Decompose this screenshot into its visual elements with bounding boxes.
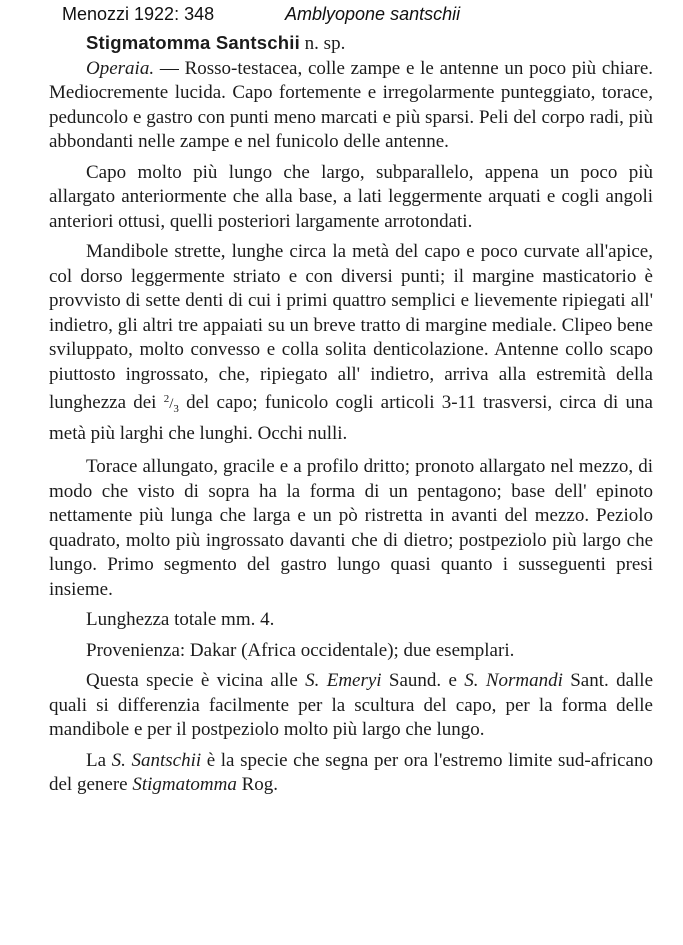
description-text: — Rosso-testacea, colle zampe e le antenne un poco più chiare. Mediocremente lucida. Capo fortemente e irregolarmente punteggiato, torace, peduncolo e gastro con punti meno marcati e più sparsi. Peli del corpo radi, più abbondanti nelle zampe e nel funicolo delle antenne.: [49, 57, 653, 152]
page-header: [0, 4, 683, 28]
species-status: n. sp.: [304, 33, 346, 54]
document-body: [49, 31, 653, 798]
paragraph-head: Capo molto più lungo che largo, subparallelo, appena un poco più allargato anteriormente che alla base, a lati leggermente arquati e cogli angoli anteriori ottusi, quelli posteriori largamente arrotondati.: [49, 161, 653, 232]
species-emeryi: S. Emeryi: [305, 670, 382, 691]
species-santschii: S. Santschii: [111, 749, 202, 771]
fraction-denominator: 3: [173, 403, 179, 415]
paragraph-distribution: [49, 749, 653, 798]
mandibles-text-a: Mandibole strette, lunghe circa la metà del capo e poco curvate all'apice, col dorso leggermente striato e con diversi punti; il margine masticatorio è provvisto di sette denti di cui i primi quattro semplici e lievemente ripiegati all' indietro, gli altri tre appaiati su un breve tratto di margine mediale. Clipeo bene sviluppato, molto convesso e colla solita denticolazione. Antenne collo scapo piuttosto ingrossato, che, ripiegato all' indietro, arriva alla estremità della lunghezza dei: [49, 241, 653, 413]
paragraph-comparison: [49, 669, 653, 743]
paragraph-thorax: Torace allungato, gracile e a profilo dritto; pronoto allargato nel mezzo, di modo che visto di sopra ha la forma di un pentagono; base dell' epinoto nettamente più lunga che larga e un pò ristretta in avanti del mezzo. Peziolo quadrato, molto più ingrossato davanti che di dietro; postpeziolo più largo che lungo. Primo segmento del gastro lungo quasi quanto i susseguenti presi insieme.: [49, 456, 653, 600]
species-heading: [49, 31, 653, 57]
species-normandi: S. Normandi: [464, 670, 563, 691]
comparison-text-a: Questa specie è vicina alle: [86, 670, 306, 691]
comparison-text-b: Saund. e: [381, 670, 465, 691]
taxon-name: Amblyopone santschii: [285, 4, 461, 24]
citation: Menozzi 1922: 348: [62, 4, 215, 24]
species-title: Stigmatomma Santschii: [86, 32, 300, 53]
paragraph-mandibles: [49, 240, 653, 446]
fraction-numerator: 2: [163, 393, 170, 405]
caste-label: Operaia.: [86, 57, 155, 79]
distribution-text-c: Rog.: [236, 774, 279, 795]
paragraph-provenance: Provenienza: Dakar (Africa occidentale); due esemplari.: [86, 639, 515, 661]
comparison-text-c: Sant. dalle quali si differenzia facilmente per la scultura del capo, per la forma delle mandibole e per il postpeziolo molto più largo che lungo.: [49, 670, 654, 740]
mandibles-text-b: del capo; funicolo cogli articoli 3-11 trasversi, circa di una metà più larghi che lunghi. Occhi nulli.: [49, 392, 653, 444]
genus-stigmatomma: Stigmatomma: [132, 774, 237, 795]
fraction: $^2/_3$: [163, 393, 179, 415]
paragraph-description: [49, 57, 653, 155]
distribution-text-a: La: [86, 749, 112, 771]
paragraph-length: Lunghezza totale mm. 4.: [86, 609, 275, 630]
distribution-text-b: è la specie che segna per ora l'estremo limite sud-africano del genere: [49, 749, 653, 795]
